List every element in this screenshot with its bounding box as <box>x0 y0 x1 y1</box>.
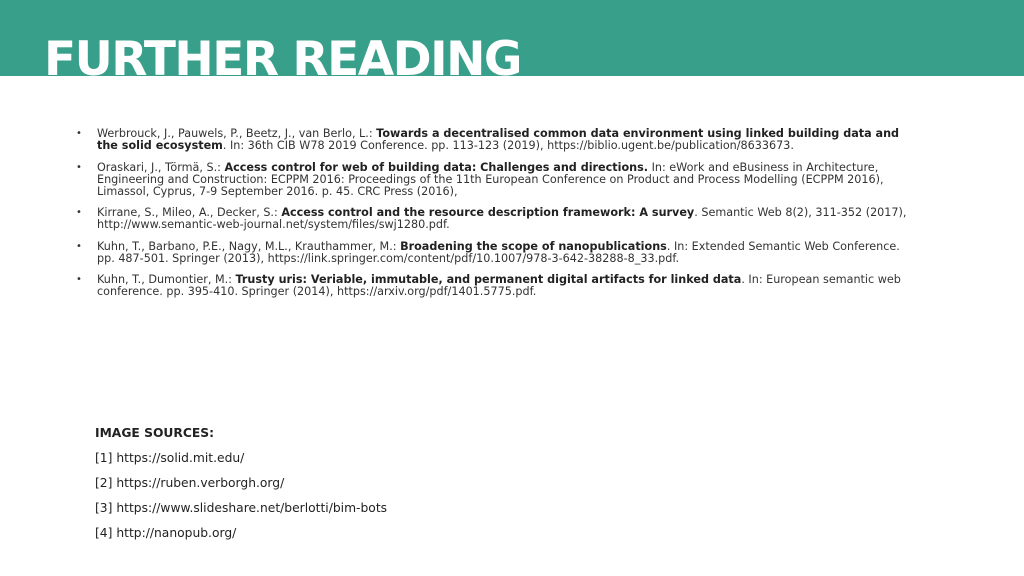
reference-details: . In: 36th CIB W78 2019 Conference. pp. 113-123 (2019), https://biblio.ugent.be/publication/8633673. <box>222 139 794 152</box>
bullet-icon: • <box>76 207 82 218</box>
reference-item <box>74 162 914 198</box>
reference-item <box>74 274 914 298</box>
reference-details: In: eWork and eBusiness in Architecture, Engineering and Construction: ECPPM 2016: Proceedings of the 11th European Conference on Product and Process Modelling (ECPPM 2016), Limassol, Cyprus, 7-9 September 2016. p. 45. CRC Press (2016), <box>97 160 884 198</box>
reference-authors: Kuhn, T., Barbano, P.E., Nagy, M.L., Krauthammer, M.: <box>97 239 401 253</box>
reference-item <box>74 207 914 231</box>
reference-details: . Semantic Web 8(2), 311-352 (2017), http://www.semantic-web-journal.net/system/files/swj1280.pdf. <box>97 206 907 231</box>
reference-details: . In: Extended Semantic Web Conference. pp. 487-501. Springer (2013), https://link.springer.com/content/pdf/10.1007/978-3-642-38288-8_33.pdf. <box>97 239 900 265</box>
reference-item <box>74 128 914 152</box>
reference-authors: Kirrane, S., Mileo, A., Decker, S.: <box>97 206 282 219</box>
image-source-item: [1] https://solid.mit.edu/ <box>95 451 245 465</box>
reference-authors: Kuhn, T., Dumontier, M.: <box>97 273 236 286</box>
bullet-icon: • <box>76 161 82 173</box>
image-sources <box>95 424 387 549</box>
reference-authors: Werbrouck, J., Pauwels, P., Beetz, J., van Berlo, L.: <box>97 127 377 140</box>
reference-authors: Oraskari, J., Törmä, S.: <box>97 160 225 174</box>
reference-item <box>74 241 914 265</box>
image-sources-heading: IMAGE SOURCES: <box>95 426 215 440</box>
image-source-item: [2] https://ruben.verborgh.org/ <box>95 476 285 490</box>
reference-list <box>74 128 914 308</box>
bullet-icon: • <box>76 240 82 252</box>
bullet-icon: • <box>76 128 82 139</box>
reference-title: Trusty uris: Veriable, immutable, and permanent digital artifacts for linked data <box>235 273 742 286</box>
reference-title: Broadening the scope of nanopublications <box>400 239 667 253</box>
bullet-icon: • <box>76 274 82 285</box>
slide-title: FURTHER READING <box>44 32 521 76</box>
reference-title: Access control and the resource description framework: A survey <box>281 206 695 219</box>
reference-details: . In: European semantic web conference. pp. 395-410. Springer (2014), https://arxiv.org/pdf/1401.5775.pdf. <box>97 273 901 298</box>
reference-title: Access control for web of building data: Challenges and directions. <box>224 160 649 174</box>
image-source-item: [3] https://www.slideshare.net/berlotti/bim-bots <box>95 501 388 515</box>
reference-title: Towards a decentralised common data environment using linked building data and the solid ecosystem <box>97 127 900 152</box>
image-source-item: [4] http://nanopub.org/ <box>95 526 237 540</box>
